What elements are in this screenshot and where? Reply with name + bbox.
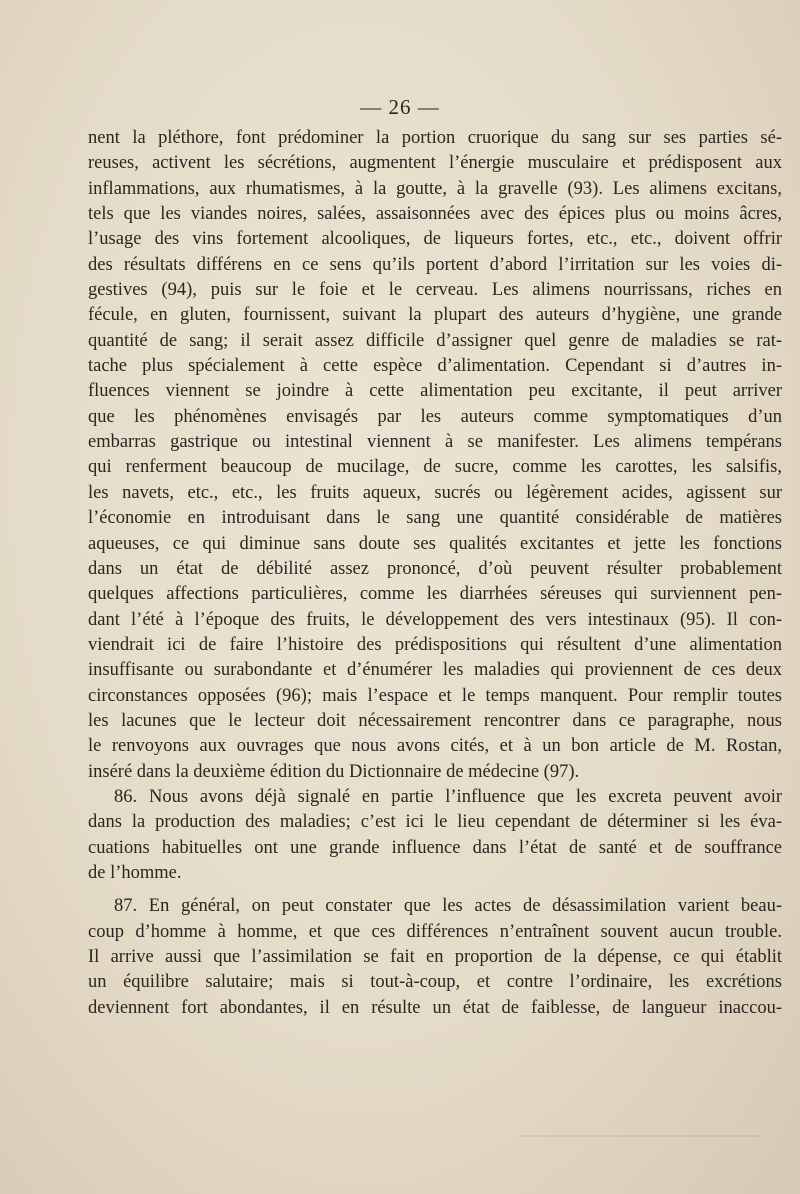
text-line: insuffisante ou surabondante et d’énumérer les maladies qui proviennent de ces deux xyxy=(88,660,782,681)
page-number: — 26 — xyxy=(360,95,440,119)
text-line: quelques affections particulières, comme les diarrhées séreuses qui surviennent pen- xyxy=(88,584,782,605)
text-line: des résultats différens en ce sens qu’ils portent d’abord l’irritation sur les voies di- xyxy=(88,254,782,275)
text-line: reuses, activent les sécrétions, augmentent l’énergie musculaire et prédisposent aux xyxy=(88,153,782,174)
text-line: de l’homme. xyxy=(88,862,182,883)
text-line: nent la pléthore, font prédominer la portion cruorique du sang sur ses parties sé- xyxy=(88,128,782,148)
text-line: les navets, etc., etc., les fruits aqueux, sucrés ou légèrement acides, agissent sur xyxy=(88,482,782,503)
text-line: qui renferment beaucoup de mucilage, de sucre, comme les carottes, les salsifis, xyxy=(88,457,782,478)
text-line: aqueuses, ce qui diminue sans doute ses qualités excitantes et jette les fonctions xyxy=(88,533,782,554)
text-line: circonstances opposées (96); mais l’espace et le temps manquent. Pour remplir toutes xyxy=(88,685,782,706)
text-line: embarras gastrique ou intestinal viennent à se manifester. Les alimens tempérans xyxy=(88,432,782,453)
text-line: le renvoyons aux ouvrages que nous avons cités, et à un bon article de M. Rostan, xyxy=(88,736,782,757)
text-line: l’usage des vins fortement alcooliques, de liqueurs fortes, etc., etc., doivent offrir xyxy=(88,229,782,250)
text-line: coup d’homme à homme, et que ces différences n’entraînent souvent aucun trouble. xyxy=(88,921,782,942)
text-line: viendrait ici de faire l’histoire des prédispositions qui résultent d’une alimentation xyxy=(88,634,782,655)
text-line: que les phénomènes envisagés par les auteurs comme symptomatiques d’un xyxy=(88,406,782,427)
text-line: les lacunes que le lecteur doit nécessairement rencontrer dans ce paragraphe, nous xyxy=(88,710,782,731)
text-line: quantité de sang; il serait assez difficile d’assigner quel genre de maladies se rat- xyxy=(88,330,782,351)
text-line: cuations habituelles ont une grande influence dans l’état de santé et de souffrance xyxy=(88,837,782,858)
text-line: fluences viennent se joindre à cette alimentation peu excitante, il peut arriver xyxy=(88,381,782,402)
text-line: dant l’été à l’époque des fruits, le développement des vers intestinaux (95). Il con- xyxy=(88,609,782,630)
text-line: l’économie en introduisant dans le sang une quantité considérable de matières xyxy=(88,508,782,529)
text-line: dans un état de débilité assez prononcé, d’où peuvent résulter probablement xyxy=(88,558,782,579)
paragraph-gap xyxy=(88,886,782,894)
text-line: dans la production des maladies; c’est ici le lieu cependant de déterminer si les éva- xyxy=(88,812,782,833)
text-line: inflammations, aux rhumatismes, à la goutte, à la gravelle (93). Les alimens excitans, xyxy=(88,178,782,199)
text-line: tels que les viandes noires, salées, assaisonnées avec des épices plus ou moins âcres, xyxy=(88,204,782,225)
text-line: un équilibre salutaire; mais si tout-à-coup, et contre l’ordinaire, les excrétions xyxy=(88,972,782,993)
text-line: tache plus spécialement à cette espèce d’alimentation. Cependant si d’autres in- xyxy=(88,356,782,377)
text-line: deviennent fort abondantes, il en résulte un état de faiblesse, de langueur inaccou- xyxy=(88,997,782,1018)
text-line: 87. En général, on peut constater que les actes de désassimilation varient beau- xyxy=(114,896,782,917)
text-line: fécule, en gluten, fournissent, suivant la plupart des auteurs d’hygiène, une grande xyxy=(88,305,782,326)
bleed-through-marks xyxy=(520,1045,760,1137)
text-line: gestives (94), puis sur le foie et le cerveau. Les alimens nourrissans, riches en xyxy=(88,280,782,301)
text-line: Il arrive aussi que l’assimilation se fait en proportion de la dépense, ce qui établit xyxy=(88,947,782,967)
text-line: 86. Nous avons déjà signalé en partie l’influence que les excreta peuvent avoir xyxy=(114,786,782,807)
body-text xyxy=(88,126,782,1021)
text-line: inséré dans la deuxième édition du Dictionnaire de médecine (97). xyxy=(88,761,580,782)
